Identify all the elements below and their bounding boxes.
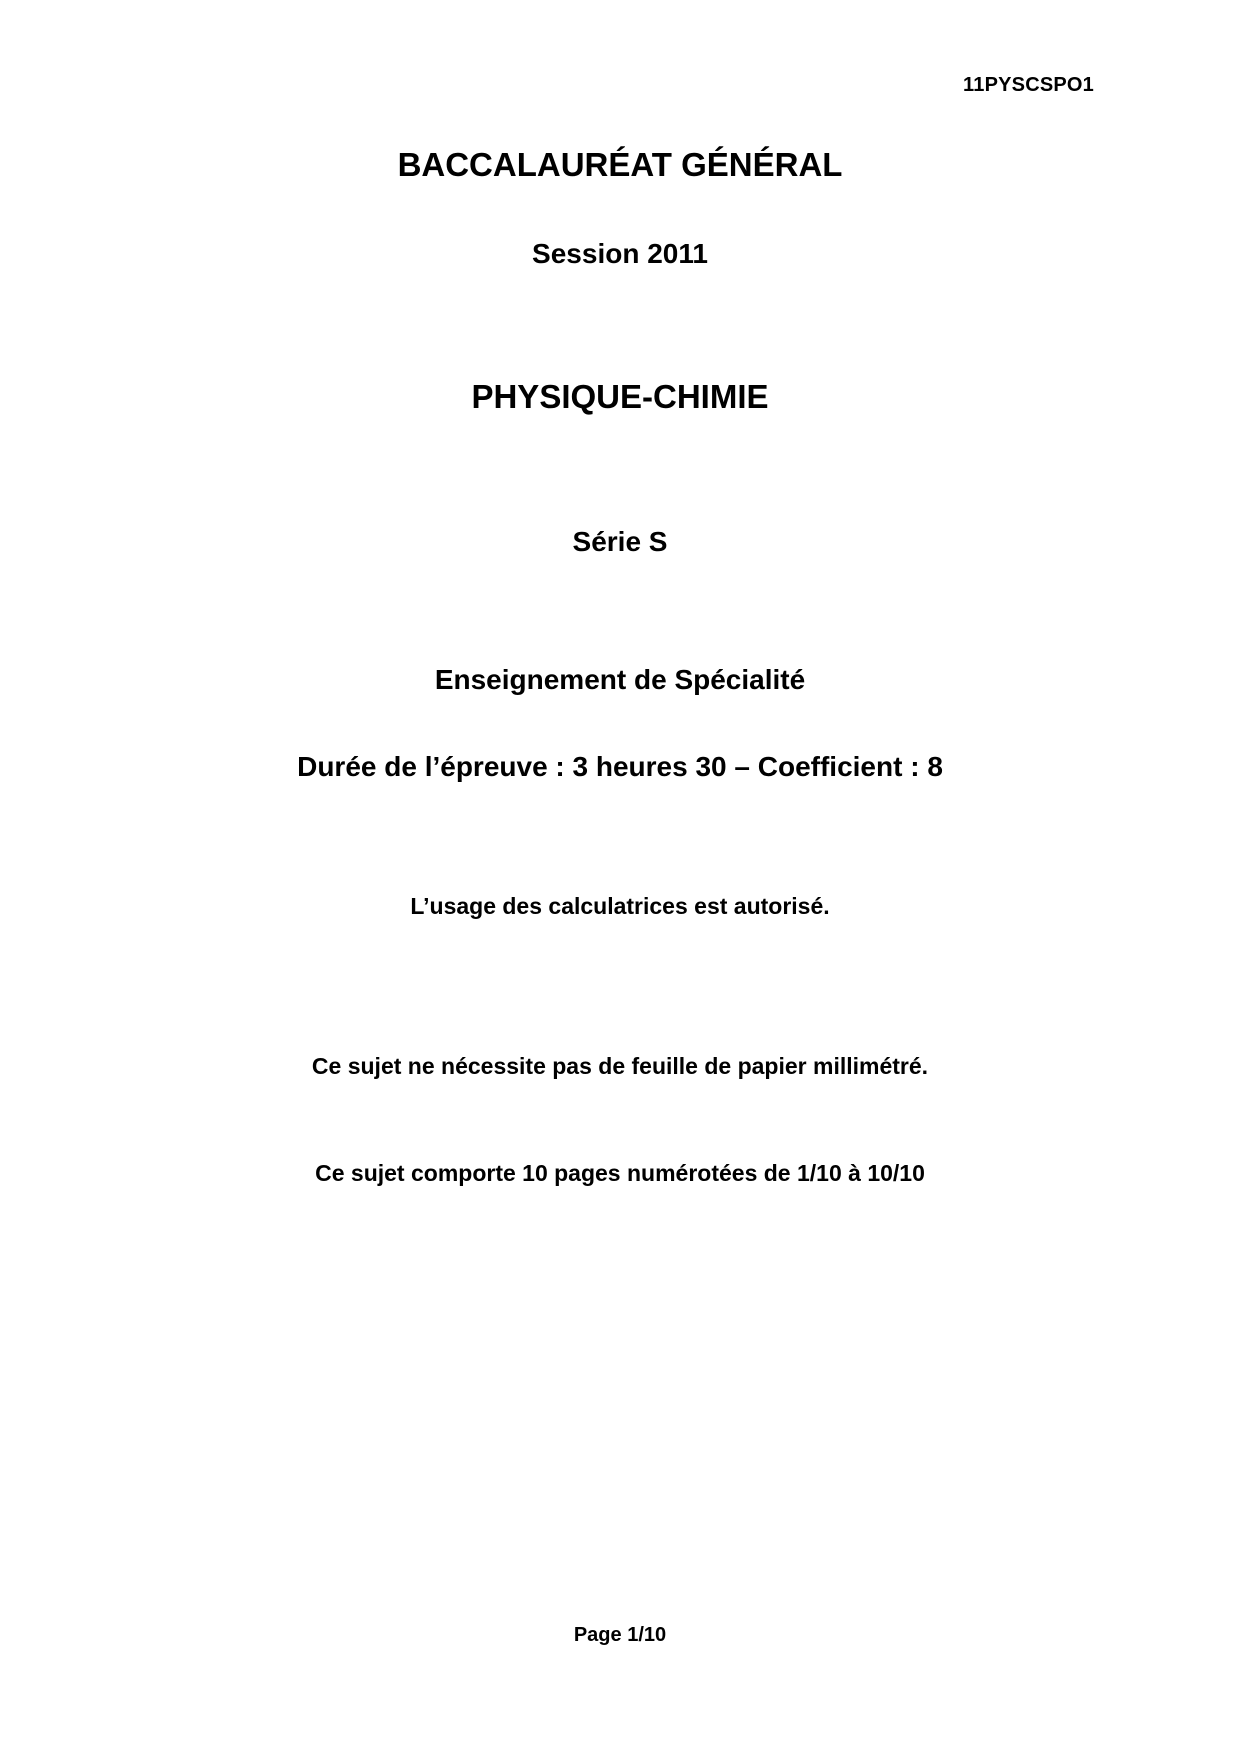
exam-subject: PHYSIQUE-CHIMIE: [471, 378, 769, 415]
exam-enseignement: Enseignement de Spécialité: [434, 664, 806, 695]
calculator-notice: L’usage des calculatrices est autorisé.: [410, 893, 830, 919]
exam-session: Session 2011: [532, 238, 708, 269]
exam-duration: Durée de l’épreuve : 3 heures 30 – Coefficient : 8: [297, 751, 943, 782]
page-count-notice: Ce sujet comporte 10 pages numérotées de 1/10 à 10/10: [315, 1160, 925, 1186]
page-number: Page 1/10: [573, 1624, 667, 1646]
paper-notice: Ce sujet ne nécessite pas de feuille de papier millimétré.: [311, 1053, 929, 1079]
exam-serie: Série S: [572, 526, 668, 557]
exam-title: BACCALAURÉAT GÉNÉRAL: [397, 146, 843, 183]
document-code: 11PYSCSPO1: [963, 74, 1094, 96]
